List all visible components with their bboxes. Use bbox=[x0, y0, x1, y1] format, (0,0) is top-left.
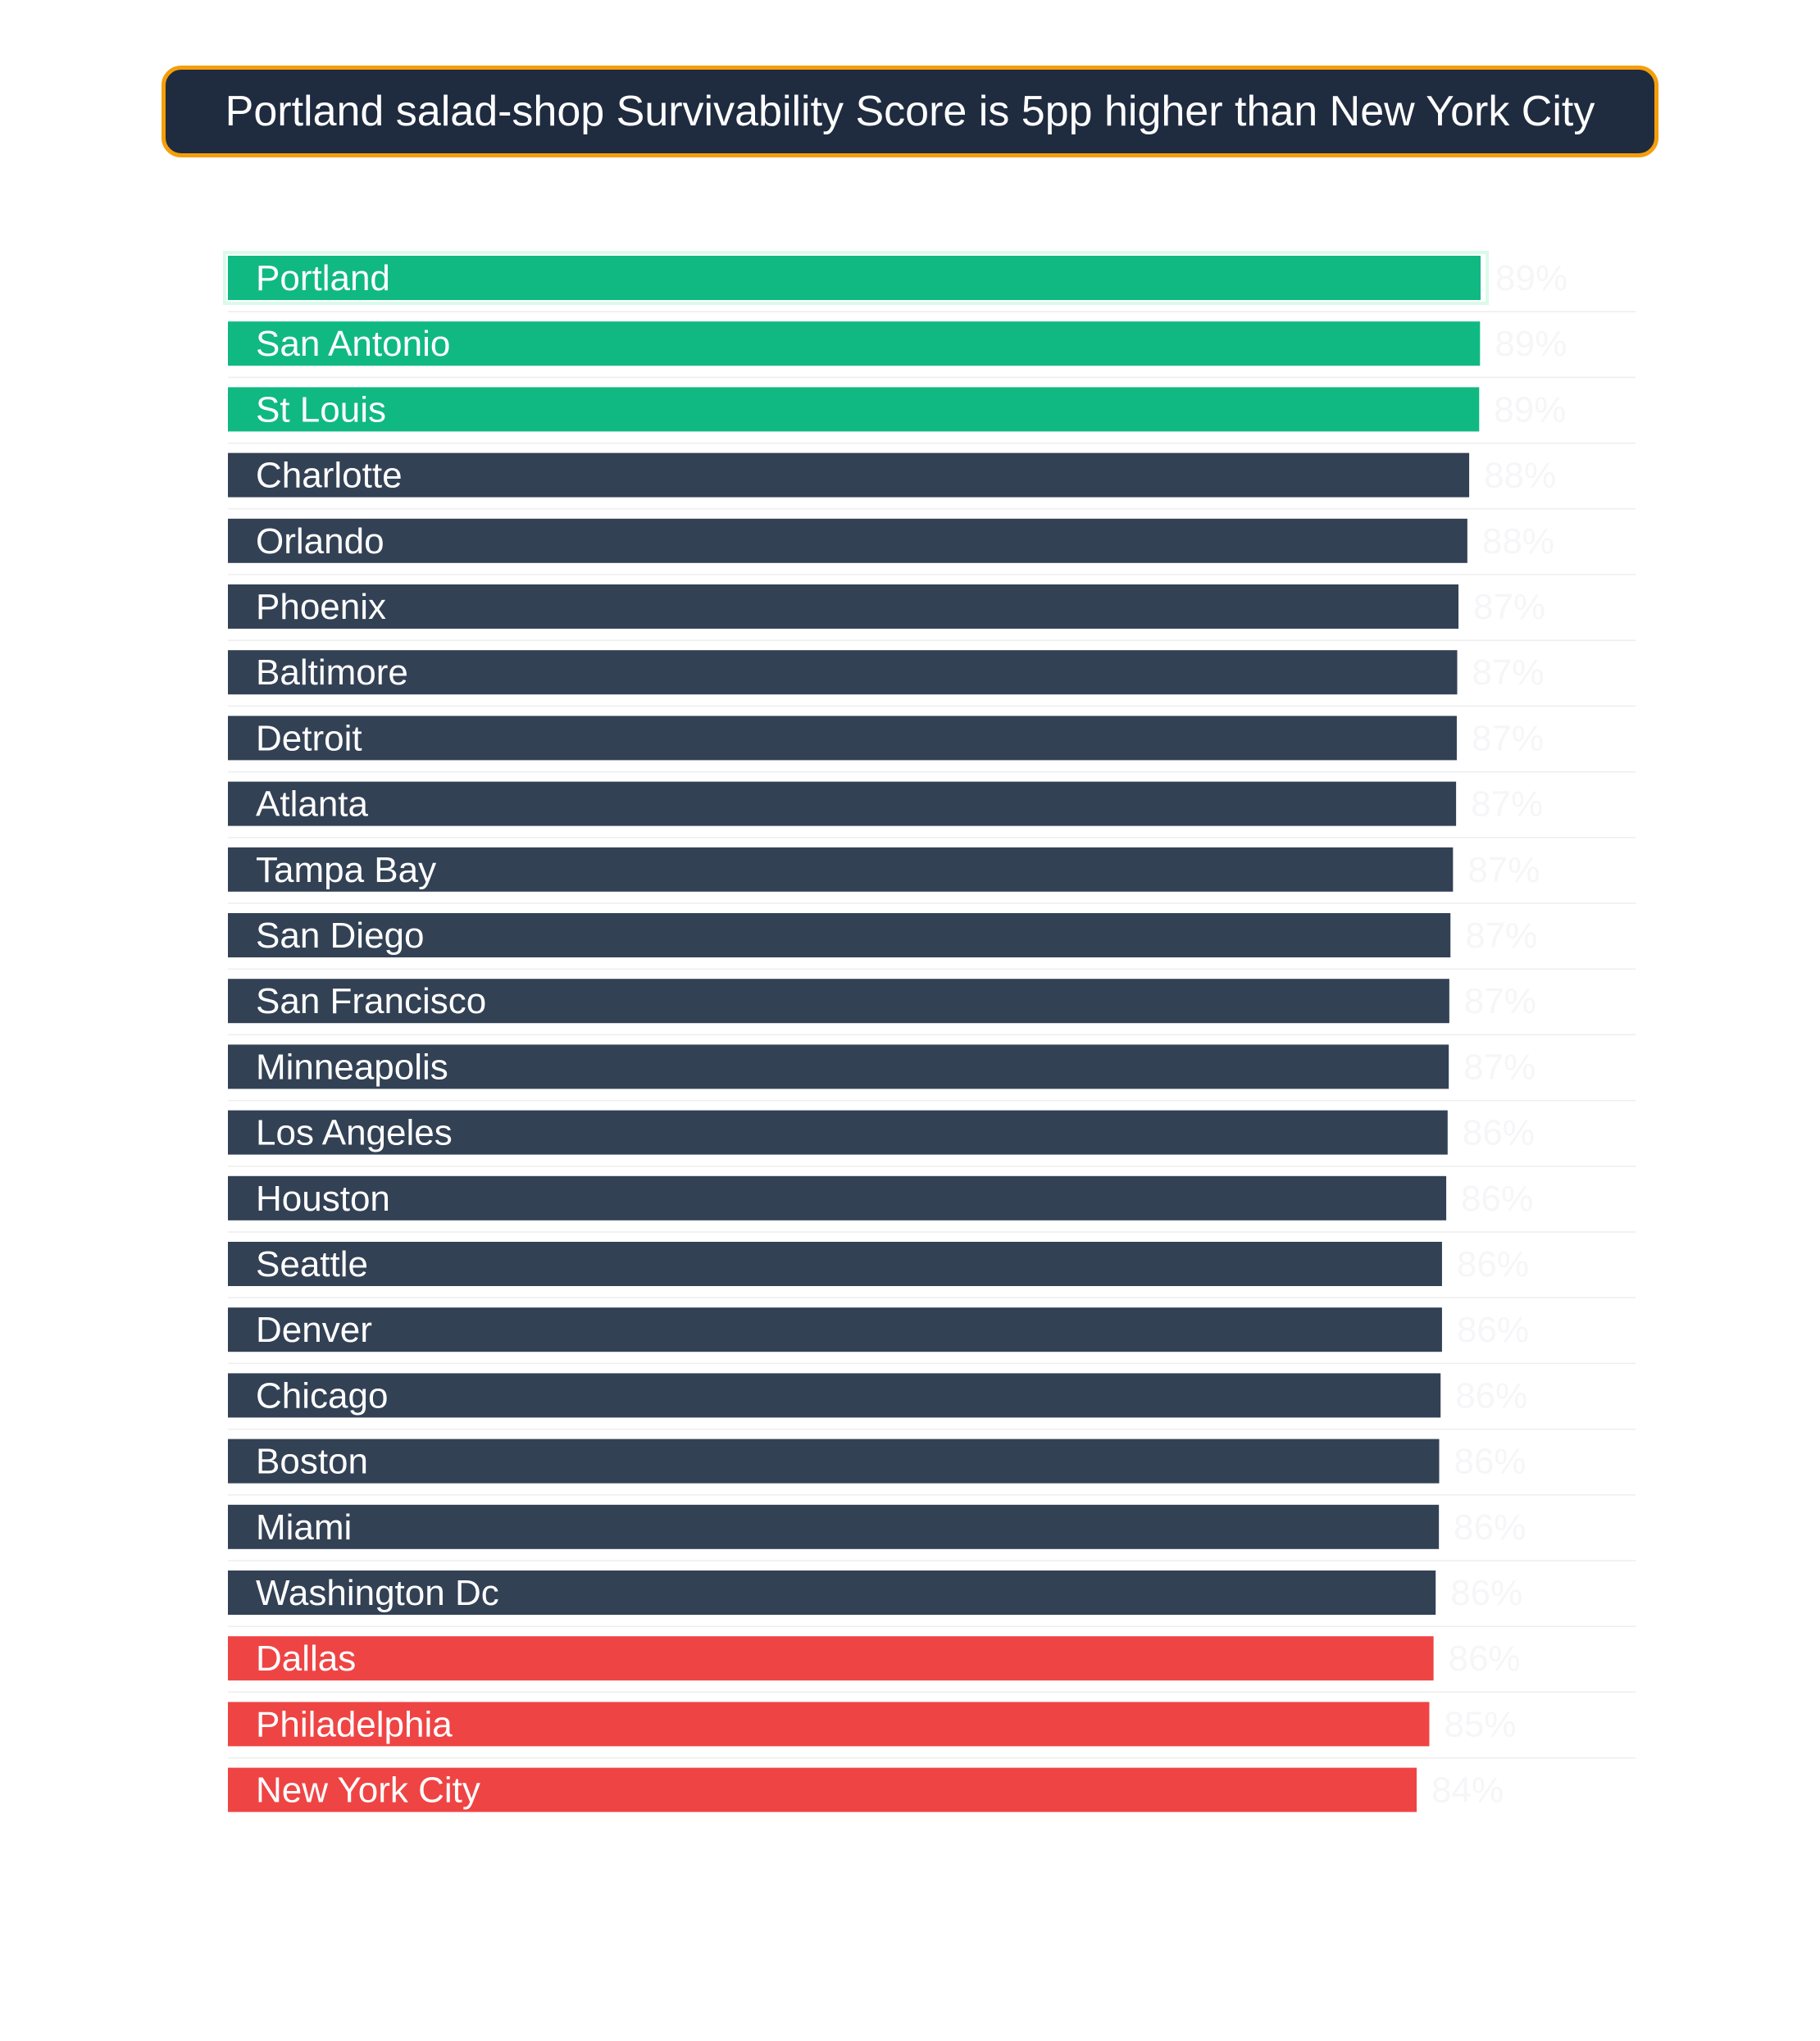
bar-label: Denver bbox=[256, 1310, 372, 1351]
bar-detroit bbox=[228, 716, 1457, 760]
bar-label: New York City bbox=[256, 1770, 480, 1811]
bar-label: Houston bbox=[256, 1178, 390, 1219]
bar-portland bbox=[228, 256, 1481, 300]
value-label: 86% bbox=[1454, 1507, 1527, 1548]
value-label: 86% bbox=[1450, 1573, 1523, 1613]
value-label: 86% bbox=[1456, 1310, 1530, 1351]
value-label: 89% bbox=[1495, 324, 1567, 365]
bar-label: San Diego bbox=[256, 916, 425, 956]
bar-label: Seattle bbox=[256, 1244, 368, 1284]
bar-houston bbox=[228, 1176, 1446, 1221]
bar-label: Detroit bbox=[256, 718, 362, 759]
bar-label: St Louis bbox=[256, 389, 386, 430]
bar-label: Boston bbox=[256, 1441, 368, 1482]
value-label: 89% bbox=[1494, 389, 1567, 430]
bar-miami bbox=[228, 1505, 1439, 1549]
bar-label: Los Angeles bbox=[256, 1112, 453, 1153]
value-label: 87% bbox=[1472, 652, 1545, 693]
value-label: 88% bbox=[1481, 520, 1554, 561]
bar-label: Tampa Bay bbox=[256, 849, 437, 890]
value-label: 86% bbox=[1462, 1112, 1535, 1153]
bar-label: Phoenix bbox=[256, 587, 387, 627]
bar-st-louis bbox=[228, 387, 1479, 431]
value-label: 89% bbox=[1495, 258, 1568, 298]
value-label: 84% bbox=[1431, 1770, 1504, 1811]
value-label: 85% bbox=[1444, 1704, 1517, 1745]
bar-label: Orlando bbox=[256, 520, 384, 561]
value-label: 86% bbox=[1455, 1375, 1528, 1416]
bar-label: San Francisco bbox=[256, 981, 487, 1022]
bar-label: San Antonio bbox=[256, 324, 451, 365]
bar-label: Portland bbox=[256, 258, 390, 298]
bar-baltimore bbox=[228, 650, 1457, 694]
bar-label: Philadelphia bbox=[256, 1704, 453, 1745]
value-label: 88% bbox=[1484, 455, 1557, 496]
bar-label: Dallas bbox=[256, 1639, 357, 1680]
bar-phoenix bbox=[228, 584, 1458, 629]
bar-label: Miami bbox=[256, 1507, 353, 1548]
bar-denver bbox=[228, 1307, 1442, 1352]
bar-orlando bbox=[228, 519, 1467, 563]
bar-label: Charlotte bbox=[256, 455, 403, 496]
bar-label: Minneapolis bbox=[256, 1047, 448, 1088]
value-label: 87% bbox=[1463, 981, 1536, 1022]
value-label: 86% bbox=[1461, 1178, 1534, 1219]
bar-chicago bbox=[228, 1373, 1440, 1417]
value-label: 86% bbox=[1448, 1639, 1521, 1680]
value-label: 87% bbox=[1473, 587, 1546, 627]
bar-seattle bbox=[228, 1242, 1442, 1286]
value-label: 86% bbox=[1454, 1441, 1527, 1482]
bar-label: Baltimore bbox=[256, 652, 408, 693]
value-label: 87% bbox=[1471, 718, 1545, 759]
value-label: 87% bbox=[1463, 1047, 1536, 1088]
bar-atlanta bbox=[228, 782, 1456, 826]
value-label: 87% bbox=[1471, 784, 1544, 825]
bar-dallas bbox=[228, 1636, 1434, 1680]
value-label: 87% bbox=[1465, 916, 1538, 956]
bar-label: Washington Dc bbox=[256, 1573, 499, 1613]
value-label: 87% bbox=[1467, 849, 1540, 890]
bar-boston bbox=[228, 1439, 1439, 1484]
value-label: 86% bbox=[1456, 1244, 1530, 1284]
bar-label: Atlanta bbox=[256, 784, 368, 825]
bar-charlotte bbox=[228, 453, 1469, 498]
chart-title: Portland salad-shop Survivability Score is 5pp higher than New York City bbox=[225, 88, 1595, 135]
bar-label: Chicago bbox=[256, 1375, 389, 1416]
